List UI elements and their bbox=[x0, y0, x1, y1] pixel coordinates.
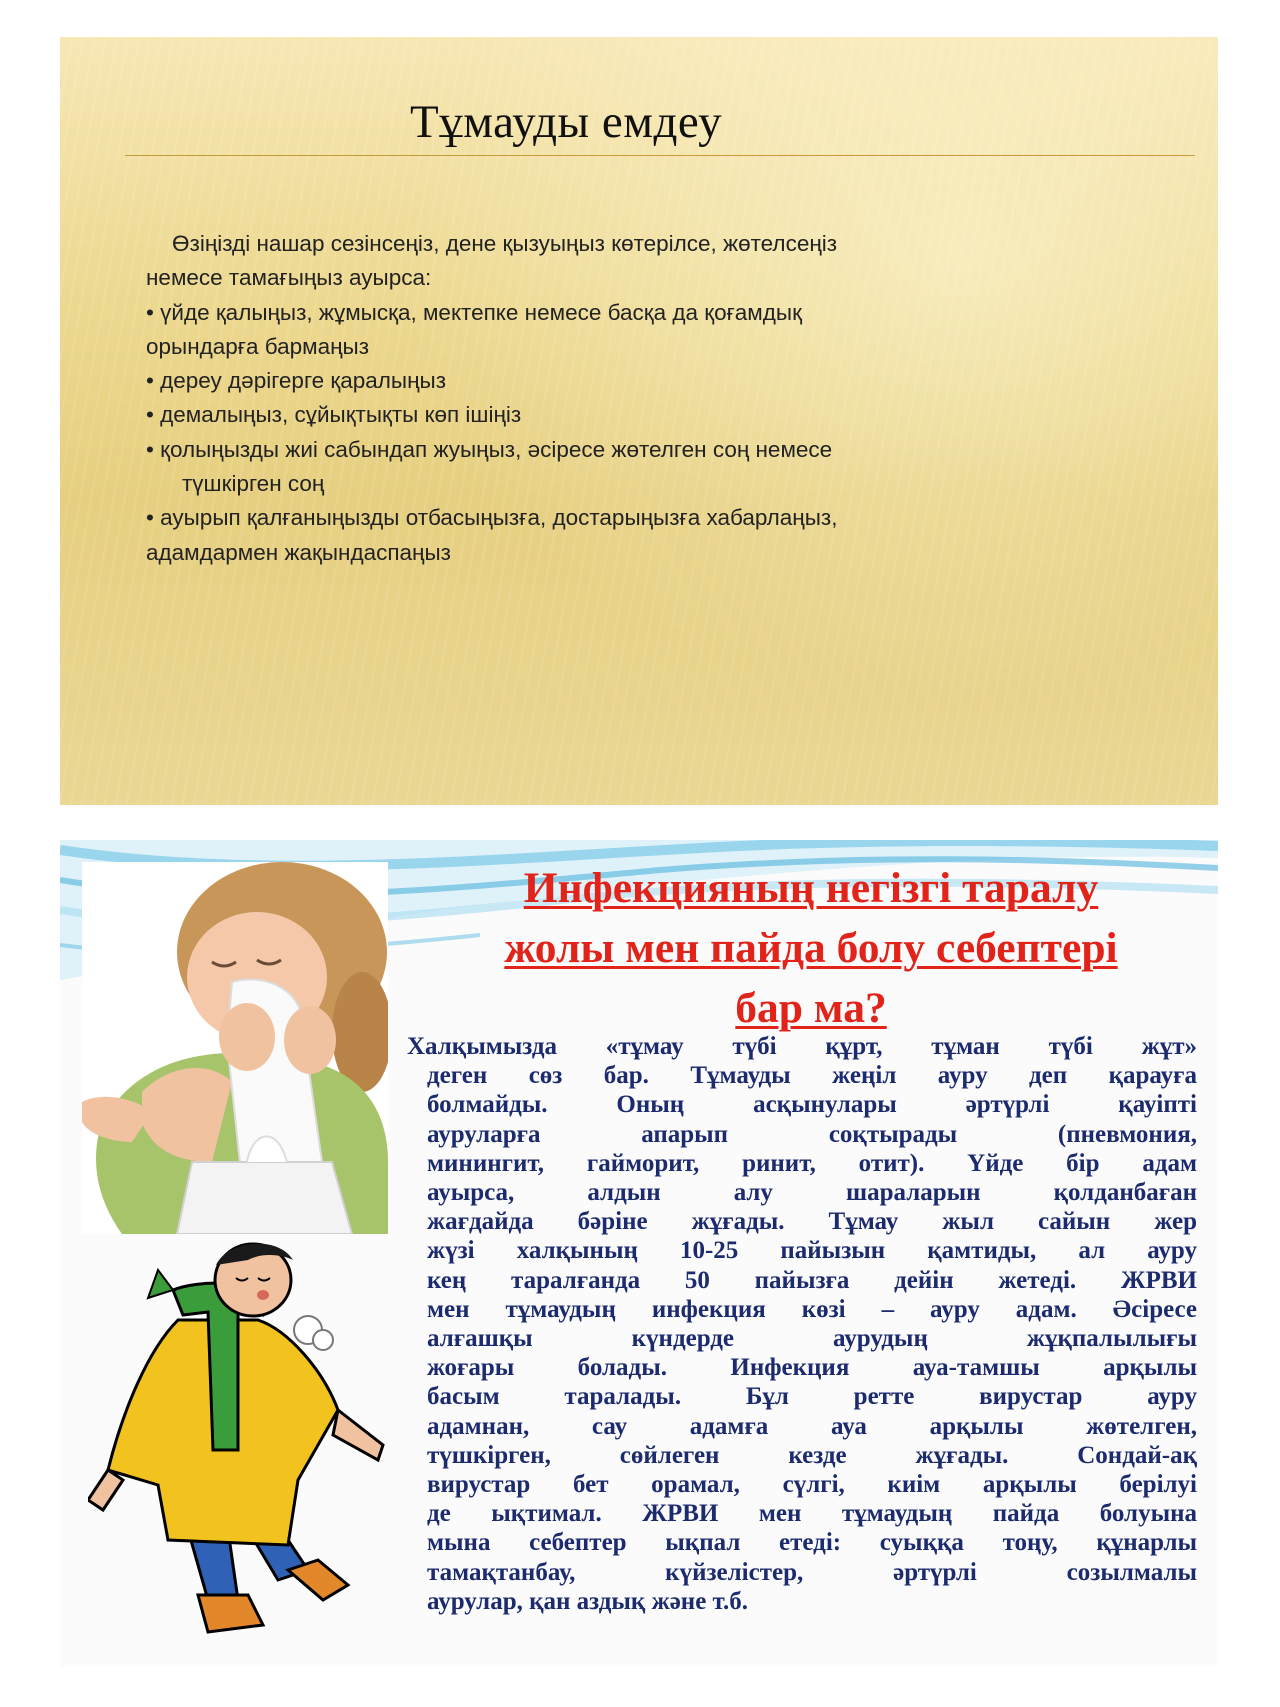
slide-infection-causes bbox=[60, 840, 1218, 1666]
body-line: мына себептер ықпал етеді: суыққа тоңу, құнарлы bbox=[427, 1529, 1197, 1557]
body-line: тамақтанбау, күйзелістер, әртүрлі созылмалы bbox=[427, 1558, 1197, 1586]
body-line: жоғары болады. Инфекция ауа-тамшы арқылы bbox=[427, 1354, 1197, 1382]
slide-title: Тұмауды емдеу bbox=[410, 96, 723, 148]
sneezing-child-photo bbox=[82, 862, 388, 1234]
slide-title bbox=[410, 858, 1212, 1038]
bullet-item: • ауырып қалғаныңызды отбасыңызға, достарыңызға хабарлаңыз, bbox=[146, 505, 838, 531]
body-line: түшкірген, сөйлеген кезде жұғады. Сондай-ақ bbox=[427, 1441, 1197, 1469]
body-line: жүзі халқының 10-25 пайызын қамтиды, ал ауру bbox=[427, 1237, 1197, 1265]
title-line: Инфекцияның негізгі таралу bbox=[523, 864, 1099, 912]
body-line: мен тұмаудың инфекция көзі – ауру адам. Әсіресе bbox=[427, 1295, 1197, 1323]
body-line: немесе тамағыңыз ауырса: bbox=[146, 265, 432, 291]
body-line: түшкірген соң bbox=[182, 471, 325, 497]
body-line: адамдармен жақындаспаңыз bbox=[146, 539, 451, 565]
slide-body bbox=[146, 227, 1146, 570]
body-line: ауырса, алдын алу шараларын қолданбаған bbox=[427, 1179, 1197, 1207]
body-line: Халқымызда «тұмау түбі құрт, тұман түбі жұт» bbox=[407, 1033, 1197, 1060]
body-line: ауруларға апарып соқтырады (пневмония, bbox=[427, 1120, 1197, 1148]
body-line: деген сөз бар. Тұмауды жеңіл ауру деп қарауға bbox=[427, 1062, 1197, 1090]
bullet-item: • демалыңыз, сұйықтықты көп ішіңіз bbox=[146, 402, 522, 428]
body-line: Өзіңізді нашар сезінсеңіз, дене қызуыңыз көтерілсе, жөтелсеңіз bbox=[172, 231, 838, 256]
body-line: алғашқы күндерде аурудың жұқпалылығы bbox=[427, 1325, 1197, 1353]
body-line: басым таралады. Бұл ретте вирустар ауру bbox=[427, 1383, 1197, 1411]
cartoon-man-illustration bbox=[88, 1240, 388, 1640]
body-line: де ықтимал. ЖРВИ мен тұмаудың пайда болуына bbox=[427, 1500, 1197, 1528]
bullet-item: • дереу дәрігерге қаралыңыз bbox=[146, 368, 447, 394]
slide-flu-treatment bbox=[60, 37, 1218, 805]
body-line: орындарға бармаңыз bbox=[146, 333, 370, 359]
title-line: жолы мен пайда болу себептері bbox=[504, 924, 1118, 972]
body-line: вирустар бет орамал, сүлгі, киім арқылы берілуі bbox=[427, 1471, 1197, 1499]
body-line: жағдайда бәріне жұғады. Тұмау жыл сайын жер bbox=[427, 1208, 1197, 1236]
body-line: минингит, гайморит, ринит, отит). Үйде бір адам bbox=[427, 1149, 1197, 1177]
body-line: кең таралғанда 50 пайызға дейін жетеді. ЖРВИ bbox=[427, 1266, 1197, 1294]
sneezing-child-illustration bbox=[82, 862, 388, 1234]
sick-cartoon-man bbox=[88, 1240, 388, 1640]
title-line: бар ма? bbox=[735, 984, 887, 1032]
bullet-item: • үйде қалыңыз, жұмысқа, мектепке немесе басқа да қоғамдық bbox=[146, 299, 802, 325]
body-line: аурулар, қан аздық және т.б. bbox=[427, 1587, 748, 1615]
body-line: адамнан, сау адамға ауа арқылы жөтелген, bbox=[427, 1412, 1197, 1440]
bullet-item: • қолыңызды жиі сабындап жуыңыз, әсіресе жөтелген соң немесе bbox=[146, 436, 833, 462]
slide-body bbox=[407, 1032, 1197, 1616]
title-divider bbox=[125, 155, 1195, 156]
body-line: болмайды. Оның асқынулары әртүрлі қауіпті bbox=[427, 1091, 1197, 1119]
